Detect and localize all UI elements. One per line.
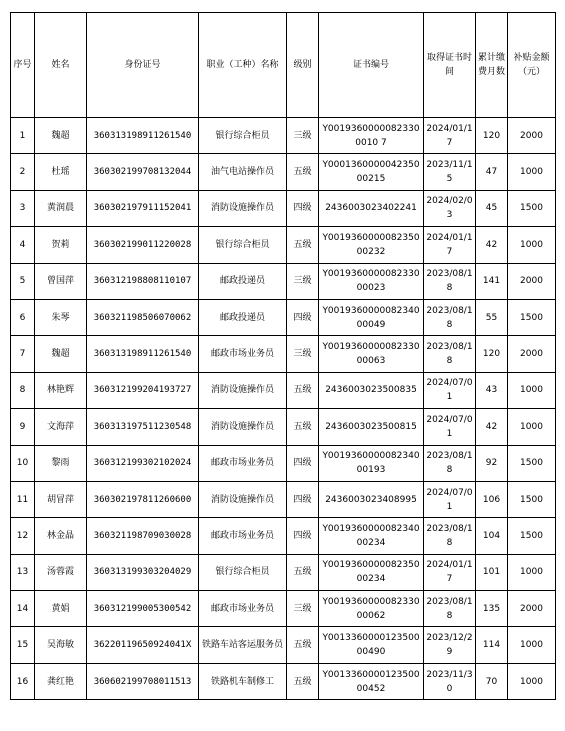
table-row	[11, 445, 556, 481]
cell-level: 五级	[287, 372, 319, 408]
cell-name: 杜瑶	[35, 154, 87, 190]
cell-seq: 8	[11, 372, 35, 408]
table-row	[11, 372, 556, 408]
cell-level: 五级	[287, 409, 319, 445]
cell-amount: 1000	[508, 663, 556, 699]
cell-amount: 1000	[508, 154, 556, 190]
cell-seq: 16	[11, 663, 35, 699]
cell-job: 邮政市场业务员	[199, 518, 287, 554]
cell-id: 360602199708011513	[87, 663, 199, 699]
subsidy-table	[10, 12, 556, 700]
cell-date: 2024/07/01	[424, 481, 476, 517]
cell-name: 黄娟	[35, 591, 87, 627]
cell-cert: 2436003023402241	[319, 190, 424, 226]
cell-amount: 1500	[508, 299, 556, 335]
cell-date: 2024/01/17	[424, 227, 476, 263]
table-row	[11, 118, 556, 154]
cell-months: 42	[476, 409, 508, 445]
cell-months: 141	[476, 263, 508, 299]
cell-date: 2023/11/30	[424, 663, 476, 699]
cell-cert: Y000136000004235000215	[319, 154, 424, 190]
table-body	[11, 118, 556, 700]
cell-id: 360302199011220028	[87, 227, 199, 263]
cell-amount: 2000	[508, 263, 556, 299]
cell-name: 魏超	[35, 336, 87, 372]
cell-id: 360312199204193727	[87, 372, 199, 408]
cell-id: 360313198911261540	[87, 118, 199, 154]
table-row	[11, 190, 556, 226]
cell-months: 101	[476, 554, 508, 590]
cell-amount: 1000	[508, 409, 556, 445]
cell-months: 104	[476, 518, 508, 554]
cell-seq: 6	[11, 299, 35, 335]
cell-job: 消防设施操作员	[199, 190, 287, 226]
table-row	[11, 227, 556, 263]
cell-amount: 1500	[508, 518, 556, 554]
cell-date: 2024/07/01	[424, 409, 476, 445]
cell-seq: 9	[11, 409, 35, 445]
cell-level: 四级	[287, 481, 319, 517]
cell-seq: 15	[11, 627, 35, 663]
table-row	[11, 663, 556, 699]
cell-seq: 13	[11, 554, 35, 590]
table-row	[11, 263, 556, 299]
cell-job: 消防设施操作员	[199, 409, 287, 445]
cell-level: 四级	[287, 299, 319, 335]
cell-amount: 2000	[508, 118, 556, 154]
cell-amount: 2000	[508, 591, 556, 627]
cell-id: 360313199303204029	[87, 554, 199, 590]
cell-date: 2023/08/18	[424, 336, 476, 372]
cell-name: 林艳辉	[35, 372, 87, 408]
header-level: 级别	[287, 13, 319, 118]
cell-level: 三级	[287, 118, 319, 154]
cell-id: 360312198808110107	[87, 263, 199, 299]
header-name: 姓名	[35, 13, 87, 118]
cell-seq: 7	[11, 336, 35, 372]
table-row	[11, 154, 556, 190]
cell-cert: 2436003023408995	[319, 481, 424, 517]
cell-amount: 1000	[508, 227, 556, 263]
cell-seq: 10	[11, 445, 35, 481]
table-row	[11, 481, 556, 517]
header-id: 身份证号	[87, 13, 199, 118]
cell-level: 五级	[287, 227, 319, 263]
cell-job: 消防设施操作员	[199, 481, 287, 517]
cell-cert: Y001336000012350000490	[319, 627, 424, 663]
cell-cert: Y001936000008233000063	[319, 336, 424, 372]
cell-job: 邮政投递员	[199, 299, 287, 335]
cell-job: 邮政市场业务员	[199, 591, 287, 627]
cell-level: 五级	[287, 554, 319, 590]
table-row	[11, 591, 556, 627]
cell-amount: 1000	[508, 372, 556, 408]
cell-months: 114	[476, 627, 508, 663]
cell-name: 黎雨	[35, 445, 87, 481]
cell-cert: Y001936000008234000049	[319, 299, 424, 335]
cell-months: 45	[476, 190, 508, 226]
cell-amount: 1500	[508, 445, 556, 481]
cell-level: 四级	[287, 518, 319, 554]
cell-months: 55	[476, 299, 508, 335]
cell-date: 2023/11/15	[424, 154, 476, 190]
cell-date: 2023/08/18	[424, 518, 476, 554]
cell-job: 银行综合柜员	[199, 227, 287, 263]
cell-job: 银行综合柜员	[199, 554, 287, 590]
cell-amount: 1000	[508, 627, 556, 663]
header-cert: 证书编号	[319, 13, 424, 118]
cell-cert: 2436003023500835	[319, 372, 424, 408]
cell-id: 360302197811260600	[87, 481, 199, 517]
table-row	[11, 409, 556, 445]
cell-cert: Y001936000008233000062	[319, 591, 424, 627]
cell-job: 消防设施操作员	[199, 372, 287, 408]
cell-date: 2023/08/18	[424, 445, 476, 481]
cell-name: 朱琴	[35, 299, 87, 335]
cell-job: 邮政投递员	[199, 263, 287, 299]
cell-seq: 2	[11, 154, 35, 190]
cell-name: 汤蓉霞	[35, 554, 87, 590]
cell-cert: Y001936000008233000023	[319, 263, 424, 299]
cell-date: 2024/07/01	[424, 372, 476, 408]
cell-id: 360312199005300542	[87, 591, 199, 627]
cell-name: 黄润晨	[35, 190, 87, 226]
cell-id: 360302199708132044	[87, 154, 199, 190]
cell-name: 贺莉	[35, 227, 87, 263]
cell-cert: Y001936000008235000234	[319, 554, 424, 590]
cell-name: 曾国萍	[35, 263, 87, 299]
cell-name: 吴海敏	[35, 627, 87, 663]
cell-name: 文海萍	[35, 409, 87, 445]
cell-date: 2024/01/17	[424, 118, 476, 154]
header-months: 累计缴费月数	[476, 13, 508, 118]
cell-seq: 3	[11, 190, 35, 226]
cell-id: 360302197911152041	[87, 190, 199, 226]
cell-job: 铁路机车制修工	[199, 663, 287, 699]
cell-amount: 1000	[508, 554, 556, 590]
cell-cert: Y001936000008235000232	[319, 227, 424, 263]
cell-amount: 1500	[508, 481, 556, 517]
cell-cert: Y001936000008234000234	[319, 518, 424, 554]
cell-name: 龚红艳	[35, 663, 87, 699]
cell-id: 360313198911261540	[87, 336, 199, 372]
cell-level: 三级	[287, 336, 319, 372]
cell-months: 42	[476, 227, 508, 263]
header-date: 取得证书时间	[424, 13, 476, 118]
cell-cert: 2436003023500815	[319, 409, 424, 445]
cell-date: 2024/01/17	[424, 554, 476, 590]
cell-id: 360321198506070062	[87, 299, 199, 335]
cell-level: 五级	[287, 627, 319, 663]
cell-level: 四级	[287, 445, 319, 481]
cell-cert: Y00193600000823300010 7	[319, 118, 424, 154]
cell-job: 邮政市场业务员	[199, 445, 287, 481]
cell-seq: 5	[11, 263, 35, 299]
cell-months: 120	[476, 336, 508, 372]
cell-date: 2024/02/03	[424, 190, 476, 226]
table-row	[11, 299, 556, 335]
cell-name: 林金晶	[35, 518, 87, 554]
cell-months: 120	[476, 118, 508, 154]
cell-cert: Y001336000012350000452	[319, 663, 424, 699]
cell-seq: 4	[11, 227, 35, 263]
cell-months: 47	[476, 154, 508, 190]
cell-seq: 11	[11, 481, 35, 517]
table-row	[11, 627, 556, 663]
cell-name: 魏超	[35, 118, 87, 154]
cell-seq: 1	[11, 118, 35, 154]
cell-id: 360313197511230548	[87, 409, 199, 445]
cell-id: 36220119650924041X	[87, 627, 199, 663]
table-row	[11, 518, 556, 554]
header-seq: 序号	[11, 13, 35, 118]
cell-months: 135	[476, 591, 508, 627]
cell-job: 邮政市场业务员	[199, 336, 287, 372]
cell-name: 胡冒萍	[35, 481, 87, 517]
cell-months: 70	[476, 663, 508, 699]
cell-id: 360312199302102024	[87, 445, 199, 481]
cell-months: 106	[476, 481, 508, 517]
cell-level: 三级	[287, 263, 319, 299]
table-row	[11, 554, 556, 590]
cell-job: 油气电站操作员	[199, 154, 287, 190]
cell-cert: Y001936000008234000193	[319, 445, 424, 481]
cell-date: 2023/08/18	[424, 591, 476, 627]
header-row	[11, 13, 556, 118]
cell-months: 92	[476, 445, 508, 481]
header-job: 职业（工种）名称	[199, 13, 287, 118]
cell-date: 2023/08/18	[424, 299, 476, 335]
cell-level: 五级	[287, 663, 319, 699]
cell-id: 360321198709030028	[87, 518, 199, 554]
cell-seq: 14	[11, 591, 35, 627]
cell-date: 2023/12/29	[424, 627, 476, 663]
header-amount: 补贴金额（元）	[508, 13, 556, 118]
cell-amount: 2000	[508, 336, 556, 372]
cell-amount: 1500	[508, 190, 556, 226]
cell-level: 五级	[287, 154, 319, 190]
cell-job: 银行综合柜员	[199, 118, 287, 154]
cell-level: 四级	[287, 190, 319, 226]
cell-date: 2023/08/18	[424, 263, 476, 299]
cell-level: 三级	[287, 591, 319, 627]
cell-job: 铁路车站客运服务员	[199, 627, 287, 663]
cell-months: 43	[476, 372, 508, 408]
table-row	[11, 336, 556, 372]
cell-seq: 12	[11, 518, 35, 554]
